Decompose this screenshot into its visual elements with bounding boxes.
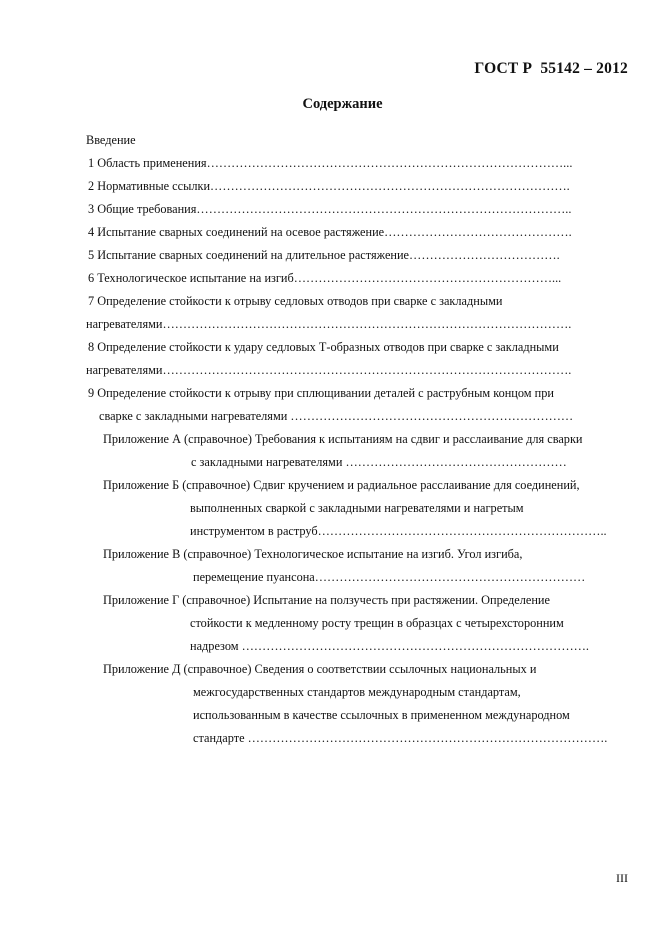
toc-entry-4: 4 Испытание сварных соединений на осевое растяжение………………………………………. (88, 225, 572, 239)
toc-appendix-b: Приложение Б (справочное) Сдвиг кручением и радиальное расслаивание для соединений, (103, 478, 580, 492)
page-number: III (616, 871, 628, 885)
toc-entry-9: 9 Определение стойкости к отрыву при сплющивании деталей с раструбным концом при (88, 386, 554, 400)
toc-entry-5: 5 Испытание сварных соединений на длительное растяжение………………………………. (88, 248, 560, 262)
toc-entry-6: 6 Технологическое испытание на изгиб………………………………………………………... (88, 271, 562, 285)
document-code: ГОСТ Р 55142 – 2012 (474, 60, 628, 77)
toc-entry-2: 2 Нормативные ссылки……………………………………………………………………………. (88, 179, 570, 193)
toc-entry-7: 7 Определение стойкости к отрыву седловых отводов при сварке с закладными (88, 294, 503, 308)
toc-entry-9-cont: сварке с закладными нагревателями …………………………………………………………… (99, 409, 574, 423)
toc-appendix-v: Приложение В (справочное) Технологическое испытание на изгиб. Угол изгиба, (103, 547, 523, 561)
toc-appendix-a: Приложение А (справочное) Требования к испытаниям на сдвиг и расслаивание для сварки (103, 432, 583, 446)
toc-appendix-g-cont-2: надрезом …………………………………………………………………………. (190, 639, 589, 653)
toc-appendix-d: Приложение Д (справочное) Сведения о соответствии ссылочных национальных и (103, 662, 537, 676)
toc-entry-7-cont: нагревателями………………………………………………………………………………………. (86, 317, 572, 331)
toc-appendix-b-cont-1: выполненных сваркой с закладными нагревателями и нагретым (190, 501, 524, 515)
toc-appendix-b-cont-2: инструментом в раструб…………………………………………………………….. (190, 524, 607, 538)
toc-appendix-v-cont: перемещение пуансона………………………………………………………… (193, 570, 586, 584)
toc-appendix-g-cont-1: стойкости к медленному росту трещин в образцах с четырехсторонним (190, 616, 564, 630)
toc-entry-3: 3 Общие требования……………………………………………………………………………….. (88, 202, 572, 216)
toc-appendix-a-cont: с закладными нагревателями ……………………………………………… (191, 455, 567, 469)
toc-entry-intro: Введение (86, 133, 136, 147)
toc-appendix-d-cont-2: использованным в качестве ссылочных в примененном международном (193, 708, 570, 722)
page-title: Содержание (302, 96, 383, 112)
toc-entry-8: 8 Определение стойкости к удару седловых Т-образных отводов при сварке с закладными (88, 340, 559, 354)
toc-appendix-d-cont-1: межгосударственных стандартов международным стандартам, (193, 685, 521, 699)
toc-appendix-g: Приложение Г (справочное) Испытание на ползучесть при растяжении. Определение (103, 593, 550, 607)
toc-appendix-d-cont-3: стандарте ……………………………………………………………………………. (193, 731, 608, 745)
toc-entry-8-cont: нагревателями………………………………………………………………………………………. (86, 363, 572, 377)
toc-entry-1: 1 Область применения……………………………………………………………………………... (88, 156, 573, 170)
